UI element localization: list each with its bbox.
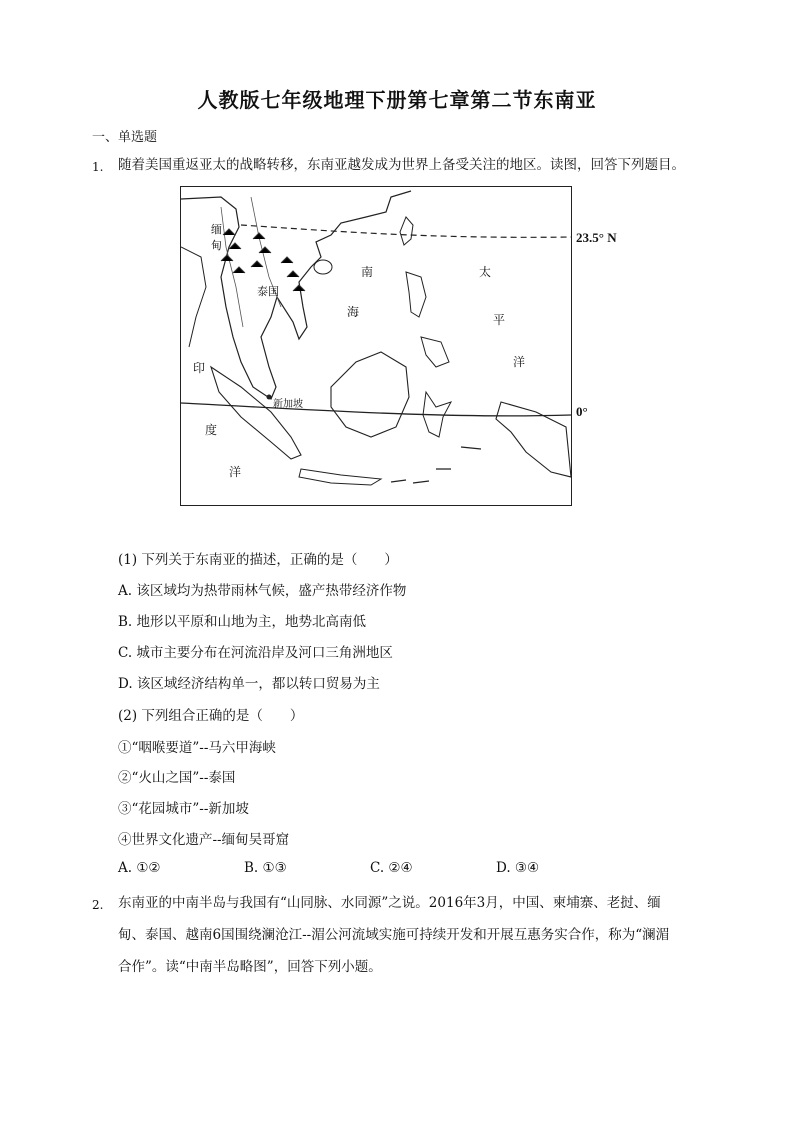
question-stem-line: 合作”。读“中南半岛略图”，回答下列小题。 <box>118 959 382 975</box>
combination-item: ③“花园城市”--新加坡 <box>118 801 249 817</box>
map-label-south: 南 <box>361 265 374 279</box>
philippines-islands <box>421 337 449 367</box>
option-b: B. ①③ <box>244 860 287 876</box>
map-label-myanmar-2: 甸 <box>211 239 222 252</box>
southeast-asia-map <box>180 186 572 506</box>
question-number: 1. <box>92 160 104 174</box>
gulf-coast <box>181 247 206 347</box>
singapore-marker <box>267 395 272 400</box>
option-d: D. 该区域经济结构单一，都以转口贸易为主 <box>118 676 380 692</box>
tropic-of-cancer-line <box>241 225 571 237</box>
map-label-indian-1: 印 <box>193 361 206 375</box>
latitude-label-equator: 0° <box>576 404 588 419</box>
philippines-islands <box>406 272 426 317</box>
java-island <box>299 469 381 485</box>
combination-item: ①“咽喉要道”--马六甲海峡 <box>118 740 276 756</box>
option-b: B. 地形以平原和山地为主，地势北高南低 <box>118 614 367 630</box>
map-label-pacific-3: 洋 <box>513 355 526 369</box>
option-d: D. ③④ <box>496 860 540 876</box>
lesser-sunda-islands <box>391 447 481 483</box>
question-stem-line: 东南亚的中南半岛与我国有“山同脉、水同源”之说。2016年3月，中国、柬埔寨、老挝、缅 <box>118 895 661 911</box>
map-label-indian-2: 度 <box>205 423 218 437</box>
page-title: 人教版七年级地理下册第七章第二节东南亚 <box>197 88 597 112</box>
hainan-island <box>314 260 332 274</box>
option-a: A. ①② <box>118 860 161 876</box>
subquestion-stem: (1) 下列关于东南亚的描述，正确的是（ ） <box>118 552 398 568</box>
borneo-island <box>331 352 409 437</box>
combination-item: ②“火山之国”--泰国 <box>118 770 236 786</box>
subquestion-stem: (2) 下列组合正确的是（ ） <box>118 708 304 724</box>
question-stem-line: 甸、泰国、越南6国围绕澜沧江--湄公河流域实施可持续开发和开展互惠务实合作，称为“澜湄 <box>118 927 670 943</box>
question-stem: 随着美国重返亚太的战略转移，东南亚越发成为世界上备受关注的地区。读图，回答下列题目。 <box>118 157 685 173</box>
option-c: C. 城市主要分布在河流沿岸及河口三角洲地区 <box>118 645 393 661</box>
question-number: 2. <box>92 898 104 912</box>
map-label-pacific-2: 平 <box>493 313 506 327</box>
map-label-sea: 海 <box>347 305 360 319</box>
taiwan-island <box>400 217 413 245</box>
map-drawing <box>181 187 571 505</box>
map-label-myanmar: 缅 <box>211 223 222 236</box>
map-label-singapore: 新加坡 <box>273 399 303 410</box>
latitude-label-north: 23.5° N <box>576 230 617 245</box>
map-label-thailand: 泰国 <box>257 285 279 298</box>
map-label-indian-3: 洋 <box>229 465 242 479</box>
map-label-pacific-1: 太 <box>479 265 492 279</box>
combination-item: ④世界文化遗产--缅甸吴哥窟 <box>118 832 290 848</box>
option-c: C. ②④ <box>370 860 413 876</box>
option-a: A. 该区域均为热带雨林气候，盛产热带经济作物 <box>118 583 407 599</box>
section-heading: 一、单选题 <box>92 130 158 145</box>
new-guinea-island <box>496 402 571 477</box>
sumatra-island <box>211 367 301 459</box>
